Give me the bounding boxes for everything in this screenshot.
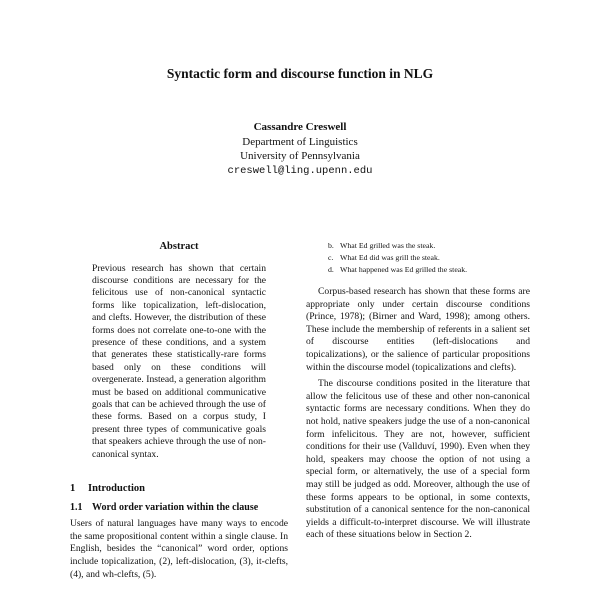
subsection-number: 1.1 (70, 501, 83, 513)
body-paragraph: The discourse conditions posited in the literature that allow the felicitous use of these and other non-canonical syntactic forms are necessary conditions. When they do not hold, native speakers judge the use of a non-canonical form infelicitous. They are not, however, sufficient conditions for their use (Vallduví, 1990). Even when they hold, speakers may choose the option of not using a special form, or alternatively, the use of a special form may still be judged as odd. Moreover, although the use of these forms appears to be optional, in some contexts, substitution of a canonical sentence for the non-canonical yields a difficult-to-interpret discourse. We will illustrate each of these situations below in Section 2. (306, 378, 530, 541)
author-email: creswell@ling.upenn.edu (227, 164, 373, 177)
example-item (328, 264, 530, 276)
example-label: d. (328, 265, 334, 274)
example-text: What Ed grilled was the steak. (340, 241, 436, 250)
abstract-text: Previous research has shown that certain discourse conditions are necessary for the felicitous use of non-canonical syntactic forms like topicalization, left-dislocation, and clefts. However, the distribution of these forms does not correlate one-to-one with the presence of these conditions, and a system that generates these statistically-rare forms based only on these conditions will overgenerate. Instead, a generation algorithm must be based on additional communicative goals that can be achieved through the use of these forms. Based on a corpus study, I present three types of communicative goals that speakers achieve through the use of non-canonical syntax. (92, 262, 266, 460)
example-text: What Ed did was grill the steak. (340, 253, 440, 262)
author-department: Department of Linguistics (242, 135, 358, 148)
author-university: University of Pennsylvania (240, 150, 360, 162)
example-label: b. (328, 241, 334, 250)
section-title: Introduction (88, 483, 145, 495)
abstract-heading: Abstract (159, 241, 199, 252)
section-heading (70, 483, 288, 496)
intro-paragraph: Users of natural languages have many ways to encode the same propositional content within a single clause. In English, besides the “canonical” word order, options include topicalization, (2), left-dislocation, (3), it-clefts, (4), and wh-clefts, (5). (70, 518, 288, 580)
example-list (328, 240, 530, 276)
section-number: 1 (70, 483, 76, 495)
example-item (328, 240, 530, 252)
subsection-heading (70, 502, 288, 515)
example-label: c. (328, 253, 334, 262)
author-block (0, 120, 600, 178)
author-name: Cassandre Creswell (253, 121, 347, 133)
subsection-title: Word order variation within the clause (92, 501, 259, 513)
paper-title: Syntactic form and discourse function in NLG (166, 66, 434, 81)
example-item (328, 252, 530, 264)
left-column (70, 240, 288, 581)
right-column (306, 240, 530, 546)
body-paragraph: Corpus-based research has shown that these forms are appropriate only under certain discourse conditions (Prince, 1978); (Birner and Ward, 1998); among others. These include the membership of referents in a salient set of discourse entities (left-dislocations and topicalizations), or the salience of particular propositions within the discourse model (topicalizations and clefts). (306, 286, 530, 373)
example-text: What happened was Ed grilled the steak. (340, 265, 468, 274)
